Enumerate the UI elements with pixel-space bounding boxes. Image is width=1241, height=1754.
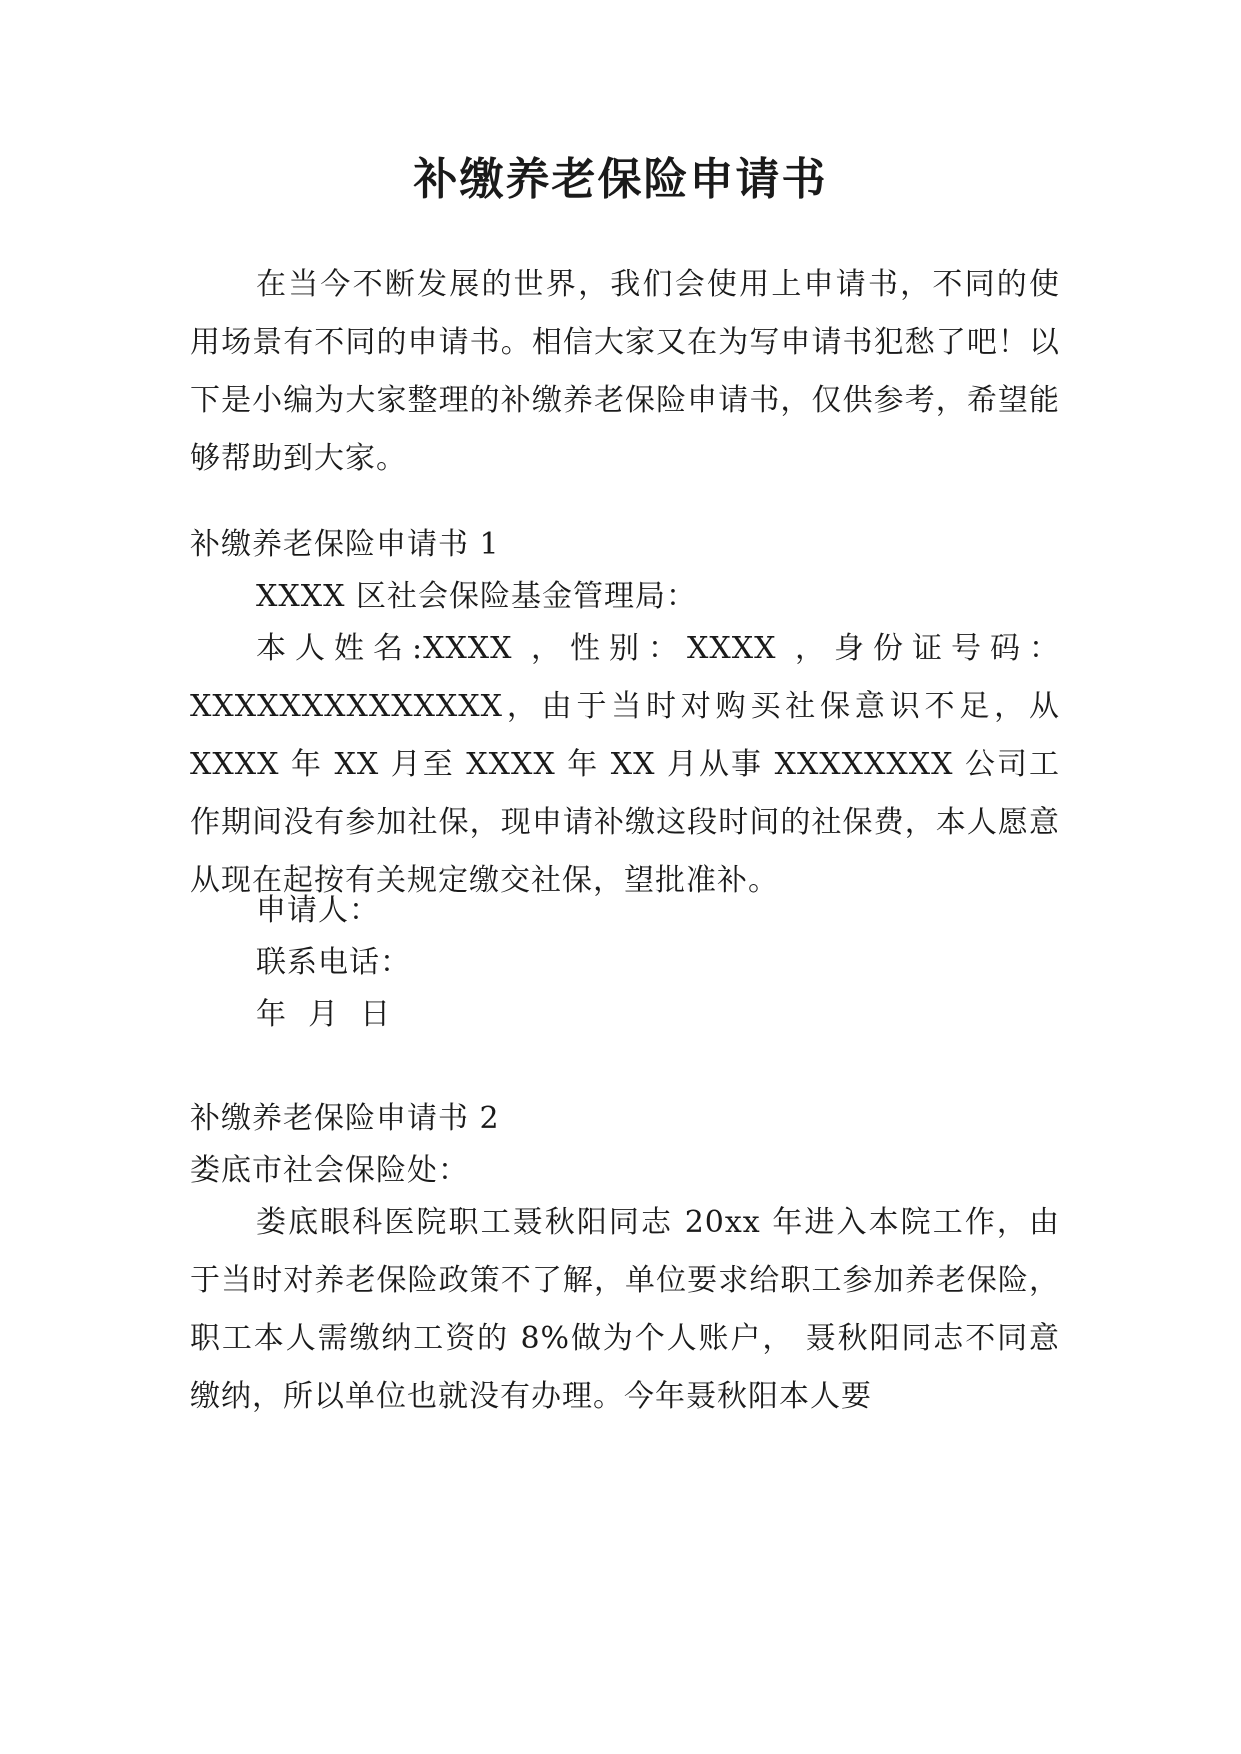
letter1-heading: 补缴养老保险申请书 1 [190, 527, 500, 562]
letter1-applicant: 申请人： [256, 893, 380, 928]
letter1-recipient: XXXX 区社会保险基金管理局： [256, 579, 697, 614]
letter2-recipient: 娄底市社会保险处： [190, 1153, 469, 1188]
letter1-body: 本人姓名:XXXX ，性别：XXXX ，身份证号码：XXXXXXXXXXXXXX，由于当时对购买社保意识不足，从 XXXX 年 XX 月至 XXXX 年 XX 月从事 XXXXXXXX 公司工作期间没有参加社保，现申请补缴这段时间的社保费，本人愿意从现在起按有关规定缴交社保，望批准补。 [190, 631, 1060, 898]
letter2-heading: 补缴养老保险申请书 2 [190, 1101, 500, 1136]
letter1-phone: 联系电话： [256, 945, 411, 980]
letter1-date: 年 月 日 [256, 997, 392, 1032]
intro-paragraph: 在当今不断发展的世界，我们会使用上申请书，不同的使用场景有不同的申请书。相信大家又在为写申请书犯愁了吧！以下是小编为大家整理的补缴养老保险申请书，仅供参考，希望能够帮助到大家。 [190, 267, 1060, 476]
letter2-body: 娄底眼科医院职工聂秋阳同志 20xx 年进入本院工作，由于当时对养老保险政策不了解，单位要求给职工参加养老保险，职工本人需缴纳工资的 8%做为个人账户， 聂秋阳同志不同意缴纳，所以单位也就没有办理。今年聂秋阳本人要 [190, 1205, 1060, 1414]
document-title: 补缴养老保险申请书 [413, 154, 828, 205]
